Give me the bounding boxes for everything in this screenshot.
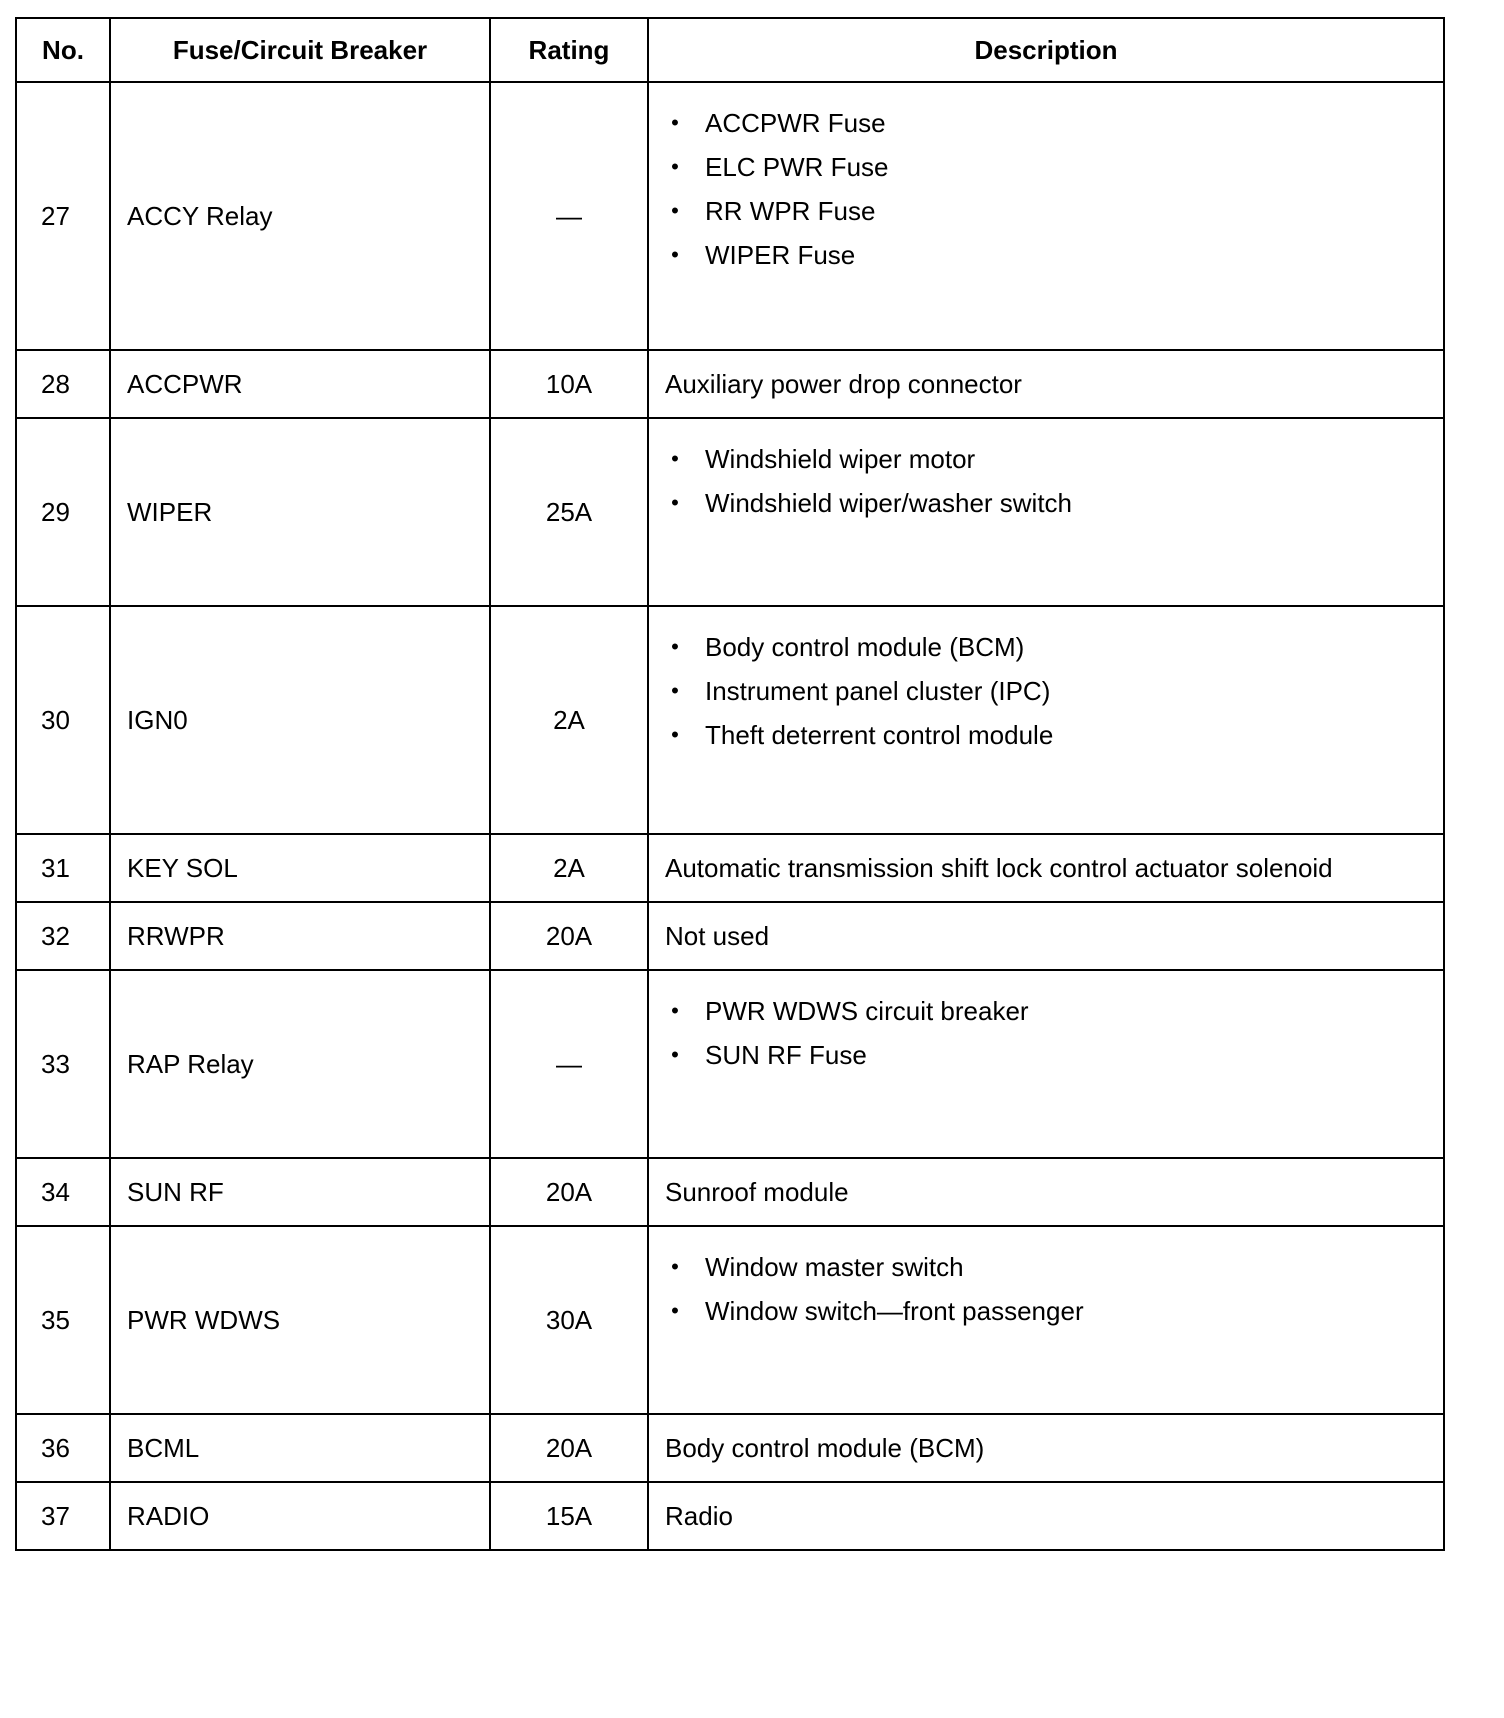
cell-fuse: IGN0 xyxy=(110,606,490,834)
list-item: • ELC PWR Fuse xyxy=(665,145,1433,189)
cell-no: 33 xyxy=(16,970,110,1158)
cell-fuse: ACCY Relay xyxy=(110,82,490,350)
table-row xyxy=(16,1482,1444,1550)
table-row xyxy=(16,902,1444,970)
table-row xyxy=(16,1226,1444,1414)
header-row xyxy=(16,18,1444,82)
bullet-icon: • xyxy=(671,1254,679,1279)
cell-description xyxy=(648,606,1444,834)
bullet-icon: • xyxy=(671,198,679,223)
cell-no: 29 xyxy=(16,418,110,606)
cell-rating: 2A xyxy=(490,606,648,834)
cell-fuse: PWR WDWS xyxy=(110,1226,490,1414)
list-item: • Windshield wiper motor xyxy=(665,437,1433,481)
list-item: • WIPER Fuse xyxy=(665,233,1433,277)
bullet-icon: • xyxy=(671,1298,679,1323)
bullet-icon: • xyxy=(671,722,679,747)
table-row xyxy=(16,1158,1444,1226)
bullet-list xyxy=(665,419,1433,525)
cell-description: Sunroof module xyxy=(648,1158,1444,1226)
list-item: • Window master switch xyxy=(665,1245,1433,1289)
cell-description: Radio xyxy=(648,1482,1444,1550)
list-item: • Theft deterrent control module xyxy=(665,713,1433,757)
cell-no: 32 xyxy=(16,902,110,970)
cell-fuse: RADIO xyxy=(110,1482,490,1550)
bullet-icon: • xyxy=(671,634,679,659)
list-item: • Window switch—front passenger xyxy=(665,1289,1433,1333)
bullet-icon: • xyxy=(671,490,679,515)
list-item: • ACCPWR Fuse xyxy=(665,101,1433,145)
cell-fuse: WIPER xyxy=(110,418,490,606)
cell-rating: 20A xyxy=(490,1414,648,1482)
bullet-icon: • xyxy=(671,1042,679,1067)
list-item: • SUN RF Fuse xyxy=(665,1033,1433,1077)
bullet-icon: • xyxy=(671,154,679,179)
cell-rating: 15A xyxy=(490,1482,648,1550)
table-row xyxy=(16,82,1444,350)
cell-fuse: KEY SOL xyxy=(110,834,490,902)
cell-description: Not used xyxy=(648,902,1444,970)
cell-rating: 25A xyxy=(490,418,648,606)
table-row xyxy=(16,606,1444,834)
cell-no: 28 xyxy=(16,350,110,418)
cell-description xyxy=(648,418,1444,606)
cell-no: 30 xyxy=(16,606,110,834)
header-no: No. xyxy=(16,18,110,82)
table-row xyxy=(16,1414,1444,1482)
cell-no: 35 xyxy=(16,1226,110,1414)
cell-no: 36 xyxy=(16,1414,110,1482)
cell-rating: 30A xyxy=(490,1226,648,1414)
list-item: • RR WPR Fuse xyxy=(665,189,1433,233)
cell-fuse: RAP Relay xyxy=(110,970,490,1158)
cell-description: Auxiliary power drop connector xyxy=(648,350,1444,418)
cell-no: 37 xyxy=(16,1482,110,1550)
bullet-list xyxy=(665,971,1433,1077)
table-row xyxy=(16,350,1444,418)
list-item: • PWR WDWS circuit breaker xyxy=(665,989,1433,1033)
cell-rating: 2A xyxy=(490,834,648,902)
bullet-icon: • xyxy=(671,998,679,1023)
cell-description xyxy=(648,1226,1444,1414)
cell-rating: 10A xyxy=(490,350,648,418)
cell-rating: 20A xyxy=(490,1158,648,1226)
table-row xyxy=(16,834,1444,902)
bullet-list xyxy=(665,1227,1433,1333)
bullet-icon: • xyxy=(671,110,679,135)
table-row xyxy=(16,418,1444,606)
cell-description: Automatic transmission shift lock control actuator solenoid xyxy=(648,834,1444,902)
cell-rating: — xyxy=(490,82,648,350)
cell-fuse: BCML xyxy=(110,1414,490,1482)
cell-description: Body control module (BCM) xyxy=(648,1414,1444,1482)
list-item: • Instrument panel cluster (IPC) xyxy=(665,669,1433,713)
cell-no: 31 xyxy=(16,834,110,902)
fuse-table xyxy=(15,17,1445,1551)
list-item: • Windshield wiper/washer switch xyxy=(665,481,1433,525)
cell-no: 34 xyxy=(16,1158,110,1226)
bullet-list xyxy=(665,607,1433,757)
cell-description xyxy=(648,82,1444,350)
cell-description xyxy=(648,970,1444,1158)
list-item: • Body control module (BCM) xyxy=(665,625,1433,669)
cell-rating: — xyxy=(490,970,648,1158)
cell-fuse: RRWPR xyxy=(110,902,490,970)
header-fuse: Fuse/Circuit Breaker xyxy=(110,18,490,82)
bullet-icon: • xyxy=(671,446,679,471)
bullet-icon: • xyxy=(671,242,679,267)
cell-fuse: ACCPWR xyxy=(110,350,490,418)
header-rating: Rating xyxy=(490,18,648,82)
cell-fuse: SUN RF xyxy=(110,1158,490,1226)
table-row xyxy=(16,970,1444,1158)
bullet-list xyxy=(665,83,1433,277)
cell-no: 27 xyxy=(16,82,110,350)
bullet-icon: • xyxy=(671,678,679,703)
cell-rating: 20A xyxy=(490,902,648,970)
header-description: Description xyxy=(648,18,1444,82)
